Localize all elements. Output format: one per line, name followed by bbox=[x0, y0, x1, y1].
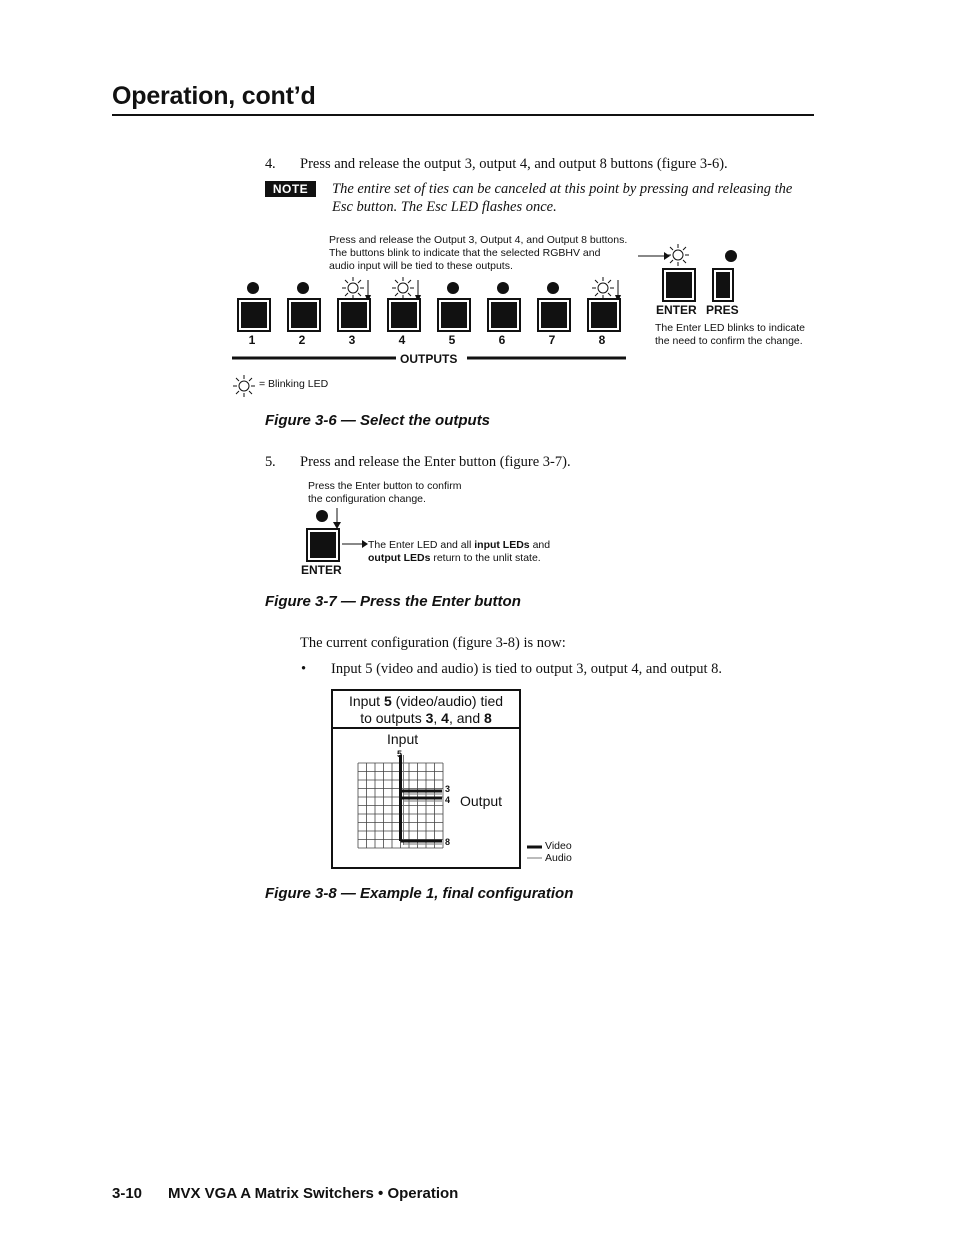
output-7-number: 7 bbox=[548, 333, 556, 347]
output-button-7[interactable] bbox=[537, 298, 571, 332]
enter-note-line-2: the need to confirm the change. bbox=[655, 335, 803, 347]
figure7-caption: Figure 3-7 — Press the Enter button bbox=[265, 593, 521, 610]
footer-text: MVX VGA A Matrix Switchers • Operation bbox=[168, 1185, 459, 1202]
note-badge: NOTE bbox=[265, 181, 316, 197]
fig7-enter-label: ENTER bbox=[301, 563, 342, 577]
current-item: Input 5 (video and audio) is tied to output 3, output 4, and output 8. bbox=[331, 661, 723, 677]
blinking-led-legend: = Blinking LED bbox=[259, 378, 329, 390]
result-a: The Enter LED and all bbox=[368, 539, 475, 551]
legend-video: Video bbox=[545, 840, 572, 852]
result-d: output LEDs bbox=[368, 552, 431, 564]
preset-led bbox=[725, 250, 737, 262]
step-4-number: 4 bbox=[265, 156, 273, 172]
output-5-number: 5 bbox=[448, 333, 456, 347]
head-2: 5 bbox=[383, 693, 392, 709]
figure6-callout-line-2: The buttons blink to indicate that the selected RGBHV and bbox=[329, 247, 601, 259]
page-title: Operation, cont’d bbox=[112, 82, 316, 110]
out-8: 8 bbox=[445, 837, 451, 847]
config-head bbox=[333, 691, 519, 729]
head-9: 8 bbox=[484, 710, 492, 726]
head-7: 4 bbox=[441, 710, 449, 726]
output-button-4[interactable] bbox=[387, 298, 421, 332]
output-6-number: 6 bbox=[498, 333, 506, 347]
head-8: , and bbox=[448, 710, 484, 726]
figure8-caption: Figure 3-8 — Example 1, final configuration bbox=[265, 885, 574, 902]
output-1-number: 1 bbox=[248, 333, 256, 347]
preset-label: PRES bbox=[706, 303, 739, 317]
result-b: input LEDs bbox=[474, 539, 530, 551]
input-num: 5 bbox=[397, 749, 403, 759]
figure6-caption: Figure 3-6 — Select the outputs bbox=[265, 412, 491, 429]
output-3-number: 3 bbox=[348, 333, 356, 347]
output-8-number: 8 bbox=[598, 333, 606, 347]
figure7-callout-line-1: Press the Enter button to confirm bbox=[308, 480, 462, 492]
output-button-1[interactable] bbox=[237, 298, 271, 332]
input-label: Input bbox=[387, 731, 419, 747]
enter-note-line-1: The Enter LED blinks to indicate bbox=[655, 322, 805, 334]
out-4: 4 bbox=[445, 795, 451, 805]
fig7-enter-button[interactable] bbox=[306, 528, 340, 562]
step-5-number: 5 bbox=[265, 454, 273, 470]
head-5: 3 bbox=[425, 710, 434, 726]
bullet: • bbox=[301, 661, 307, 677]
head-1: Input bbox=[348, 693, 384, 709]
enter-blink-icon bbox=[666, 243, 690, 267]
outputs-label: OUTPUTS bbox=[400, 352, 458, 366]
head-4: to outputs bbox=[360, 710, 426, 726]
output-button-5[interactable] bbox=[437, 298, 471, 332]
figure6-graphics bbox=[0, 0, 954, 420]
output-6-led bbox=[497, 282, 509, 294]
enter-note bbox=[655, 322, 805, 348]
figure7-callout-line-2: the configuration change. bbox=[308, 493, 426, 505]
fig7-enter-led bbox=[316, 510, 328, 522]
legend-lines bbox=[527, 843, 543, 861]
step-5-text: Press and release the Enter button (figure 3-7). bbox=[300, 454, 571, 470]
figure7-result bbox=[368, 539, 550, 565]
output-1-led bbox=[247, 282, 259, 294]
head-3: (video/audio) tied bbox=[391, 693, 504, 709]
output-7-led bbox=[547, 282, 559, 294]
step-5-dot: . bbox=[272, 454, 276, 470]
figure6-callout-line-1: Press and release the Output 3, Output 4, and Output 8 buttons. bbox=[329, 234, 628, 246]
output-2-led bbox=[297, 282, 309, 294]
note-text: The entire set of ties can be canceled at this point by pressing and releasing the Esc button. The Esc LED flashes once. bbox=[332, 181, 793, 215]
output-label: Output bbox=[460, 793, 503, 809]
output-2-number: 2 bbox=[298, 333, 306, 347]
figure6-callout-line-3: audio input will be tied to these outputs. bbox=[329, 260, 513, 272]
output-button-2[interactable] bbox=[287, 298, 321, 332]
preset-button[interactable] bbox=[712, 268, 734, 302]
footer-page-number: 3-10 bbox=[112, 1185, 143, 1202]
head-6: , bbox=[433, 710, 442, 726]
matrix-grid bbox=[350, 755, 450, 855]
output-4-number: 4 bbox=[398, 333, 406, 347]
output-button-8[interactable] bbox=[587, 298, 621, 332]
result-c: and bbox=[529, 539, 551, 551]
enter-button[interactable] bbox=[662, 268, 696, 302]
result-e: return to the unlit state. bbox=[430, 552, 541, 564]
enter-label: ENTER bbox=[656, 303, 697, 317]
output-button-3[interactable] bbox=[337, 298, 371, 332]
current-intro: The current configuration (figure 3-8) is now: bbox=[300, 635, 566, 651]
output-button-6[interactable] bbox=[487, 298, 521, 332]
out-3: 3 bbox=[445, 784, 451, 794]
step-4-dot: . bbox=[272, 156, 276, 172]
step-4-text: Press and release the output 3, output 4, and output 8 buttons (figure 3-6). bbox=[300, 156, 728, 172]
output-5-led bbox=[447, 282, 459, 294]
blinking-led-icon bbox=[232, 374, 256, 398]
legend-audio: Audio bbox=[545, 852, 572, 864]
